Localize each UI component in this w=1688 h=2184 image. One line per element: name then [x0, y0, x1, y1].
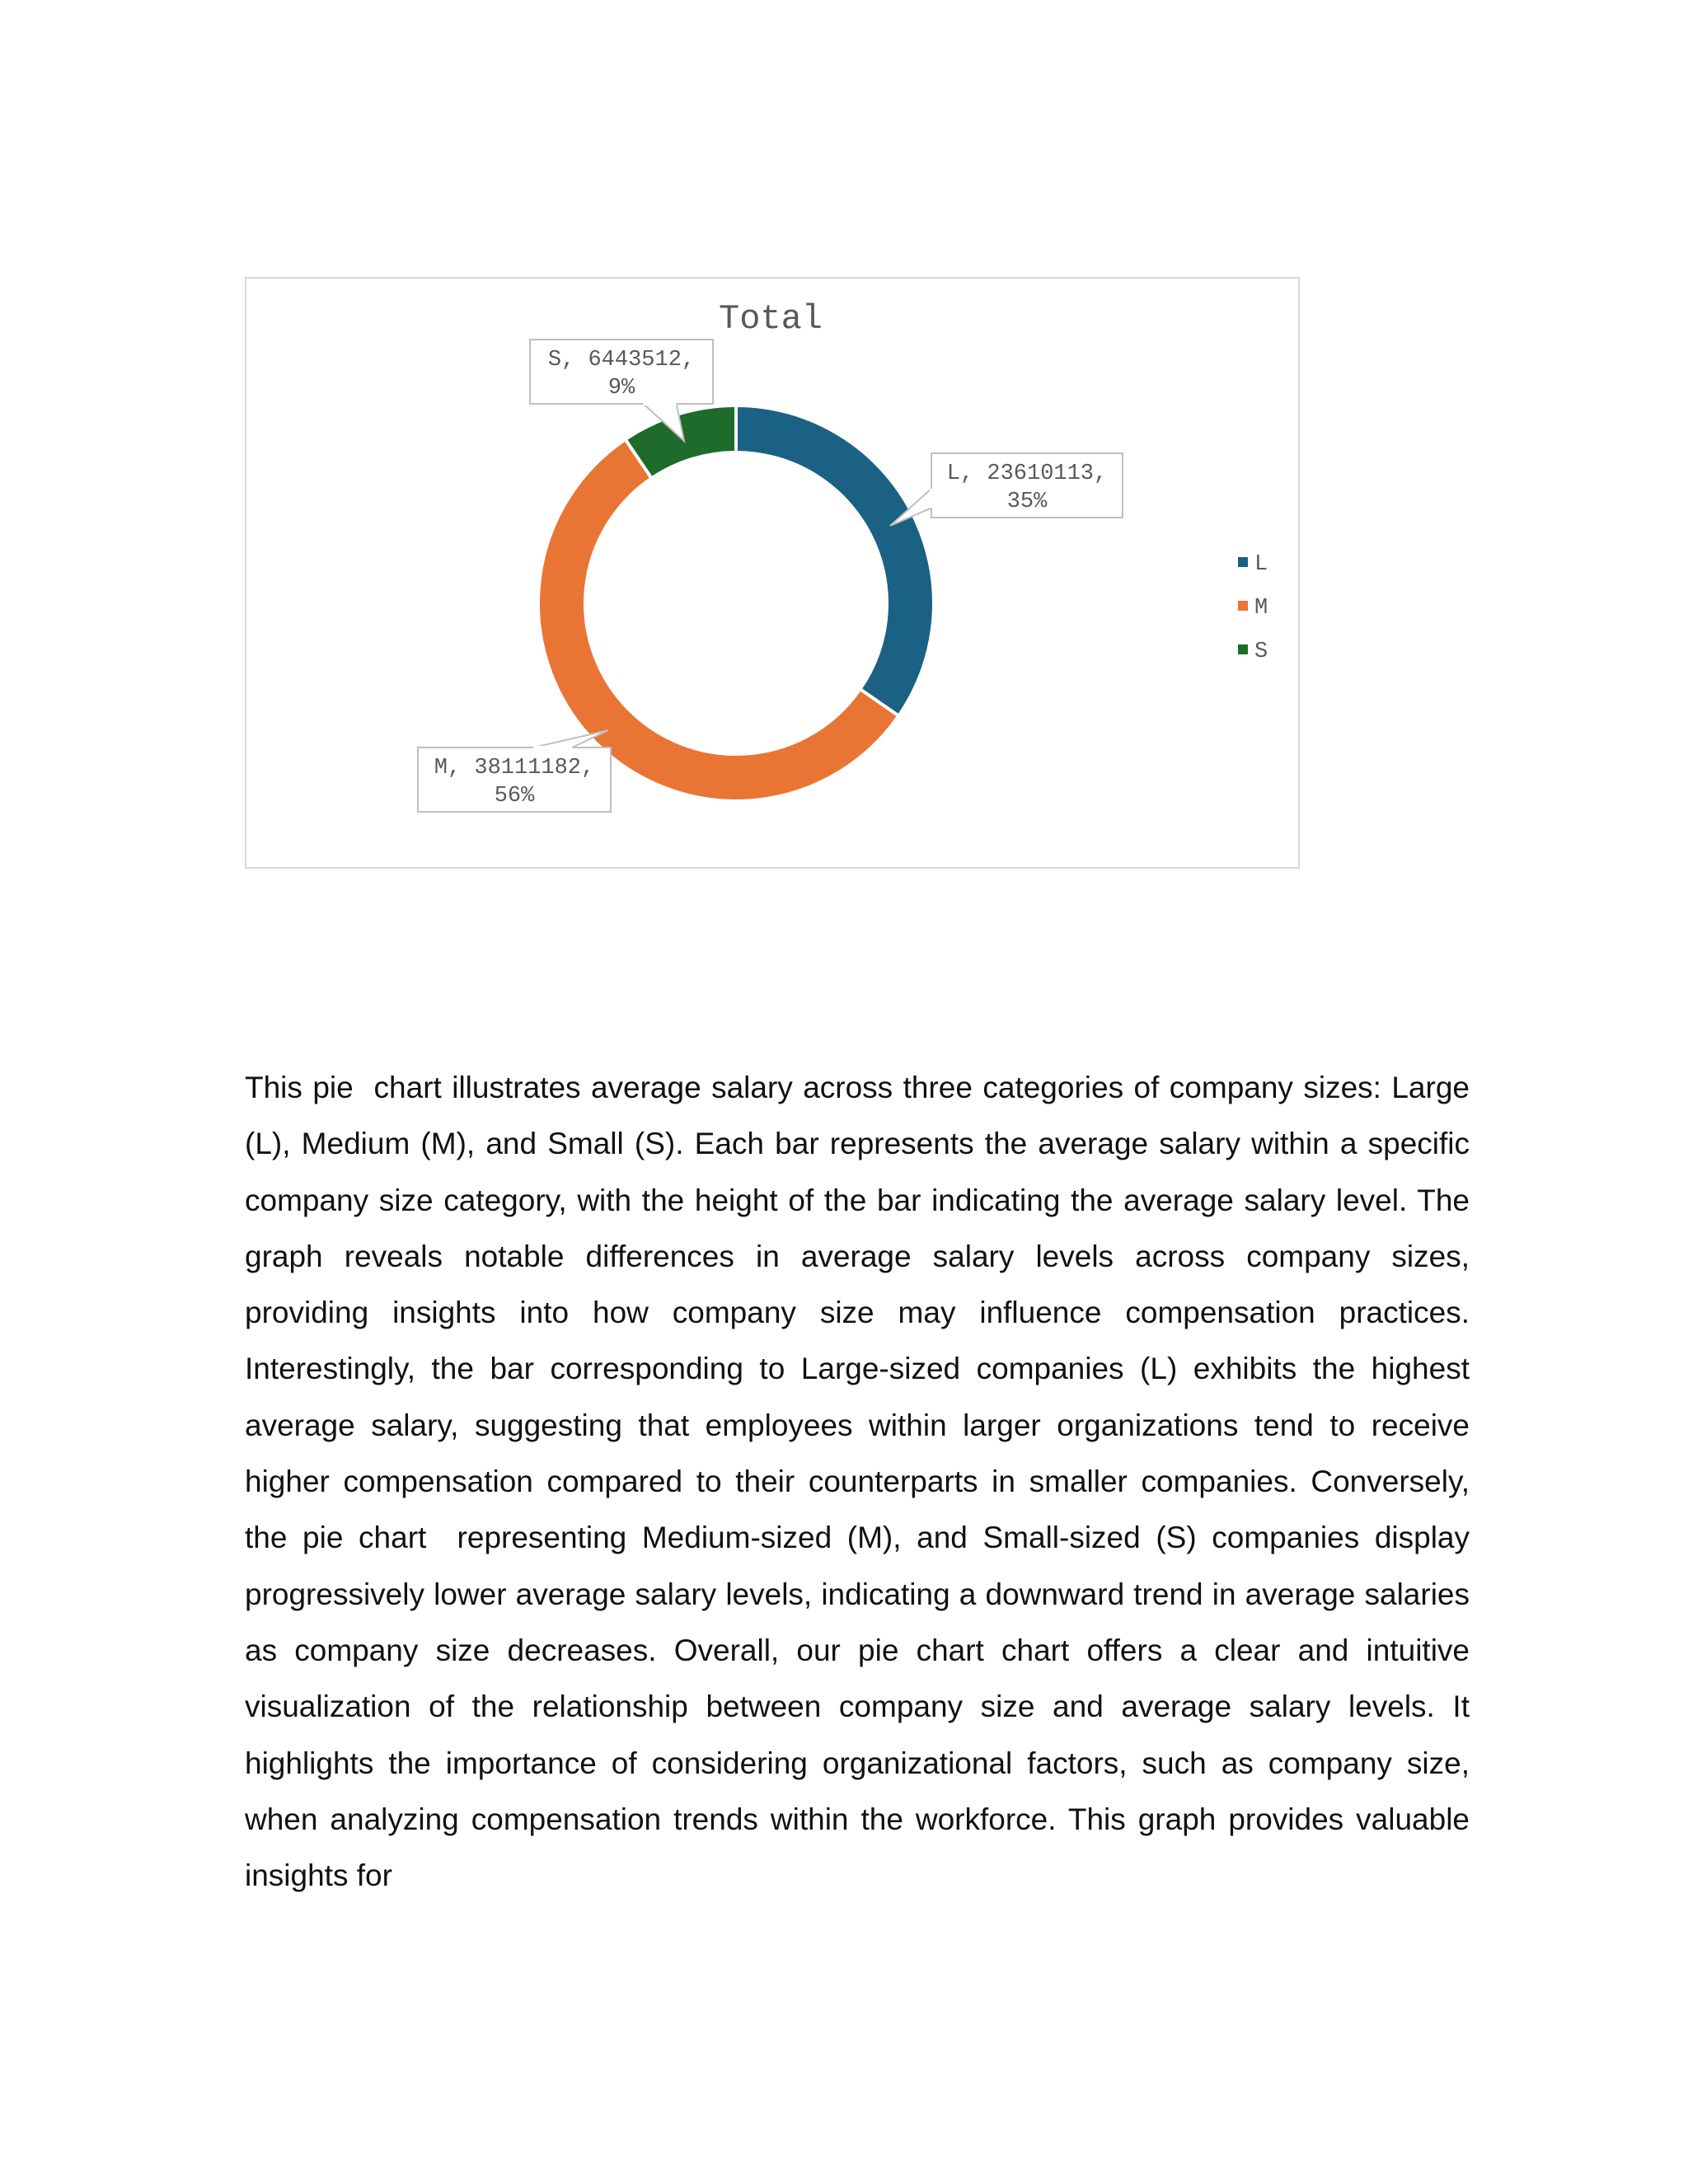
data-label-line2: 35% [1006, 490, 1048, 514]
legend-item-s [1238, 640, 1268, 664]
legend-item-m [1238, 596, 1268, 621]
slices-group [538, 405, 934, 801]
data-label-line2: 9% [607, 376, 635, 401]
data-label-line1: M, 38111182, [434, 756, 595, 780]
data-label-m [418, 730, 611, 812]
slice-l [736, 405, 934, 716]
chart-title: Total [718, 299, 823, 339]
legend-swatch [1238, 644, 1248, 654]
legend-label: S [1254, 640, 1268, 664]
legend-swatch [1238, 557, 1248, 567]
legend [1238, 552, 1268, 664]
data-label-l [890, 453, 1123, 526]
data-label-line2: 56% [494, 784, 535, 808]
data-label-line1: L, 23610113, [946, 462, 1108, 486]
legend-swatch [1238, 601, 1248, 611]
doughnut-chart [0, 0, 1688, 907]
legend-label: L [1254, 552, 1268, 577]
legend-item-l [1238, 552, 1268, 577]
body-paragraph: This pie chart illustrates average salary across three categories of company sizes: Large (L), Medium (M), and Small (S). Each bar represents the average salary within a specific company size category, with the height of the bar indicating the average salary level. The graph reveals notable differences in average salary levels across company sizes, providing insights into how company size may influence compensation practices. Interestingly, the bar corresponding to Large-sized companies (L) exhibits the highest average salary, suggesting that employees within larger organizations tend to receive higher compensation compared to their counterparts in smaller companies. Conversely, the pie chart representing Medium-sized (M), and Small-sized (S) companies display progressively lower average salary levels, indicating a downward trend in average salaries as company size decreases. Overall, our pie chart chart offers a clear and intuitive visualization of the relationship between company size and average salary levels. It highlights the importance of considering organizational factors, such as company size, when analyzing compensation trends within the workforce. This graph provides valuable insights for [245, 1071, 1479, 1893]
legend-label: M [1254, 596, 1268, 621]
data-label-line1: S, 6443512, [547, 348, 696, 373]
